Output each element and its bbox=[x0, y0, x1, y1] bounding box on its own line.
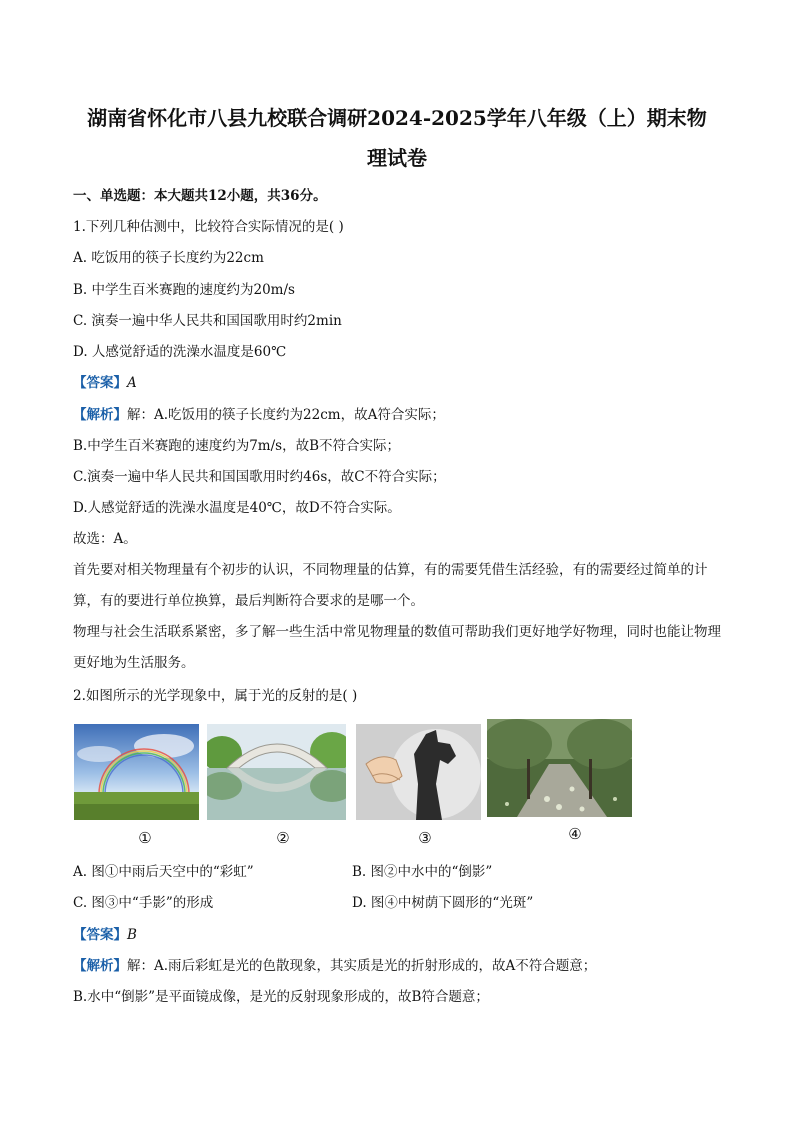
exam-title-line1: 湖南省怀化市八县九校联合调研2024-2025学年八年级（上）期末物 bbox=[87, 106, 707, 130]
answer-value: A bbox=[127, 375, 137, 391]
q2-option-a: A. 图①中雨后天空中的“彩虹” bbox=[73, 864, 254, 880]
answer-value: B bbox=[127, 927, 137, 943]
q2-option-b: B. 图②中水中的“倒影” bbox=[352, 864, 493, 880]
answer-label: 【答案】 bbox=[73, 375, 127, 391]
tree-shade-photo bbox=[487, 719, 632, 817]
q1-option-d: D. 人感觉舒适的洗澡水温度是60℃ bbox=[73, 344, 287, 360]
q1-analysis-line: 故选：A。 bbox=[73, 531, 137, 547]
q2-stem: 2.如图所示的光学现象中，属于光的反射的是( ) bbox=[73, 688, 358, 704]
q2-analysis-line bbox=[73, 956, 596, 976]
q2-option-d: D. 图④中树荫下圆形的“光斑” bbox=[352, 895, 534, 911]
exam-title-line2: 理试卷 bbox=[367, 146, 427, 170]
bridge-reflection-photo bbox=[207, 724, 346, 820]
q1-analysis-line: D.人感觉舒适的洗澡水温度是40℃，故D不符合实际。 bbox=[73, 500, 401, 516]
q1-option-c: C. 演奏一遍中华人民共和国国歌用时约2min bbox=[73, 313, 342, 329]
q1-analysis-line: B.中学生百米赛跑的速度约为7m/s，故B不符合实际； bbox=[73, 438, 400, 454]
figure-label-4: ④ bbox=[568, 825, 582, 843]
analysis-label: 【解析】 bbox=[73, 958, 127, 974]
q2-analysis-line: B.水中“倒影”是平面镜成像，是光的反射现象形成的，故B符合题意； bbox=[73, 989, 489, 1005]
analysis-text: 解：A.吃饭用的筷子长度约为22cm，故A符合实际； bbox=[127, 407, 445, 423]
q1-stem: 1.下列几种估测中，比较符合实际情况的是( ) bbox=[73, 219, 344, 235]
analysis-text: 解：A.雨后彩虹是光的色散现象，其实质是光的折射形成的，故A不符合题意； bbox=[127, 958, 597, 974]
answer-label: 【答案】 bbox=[73, 927, 127, 943]
q1-analysis-line: C.演奏一遍中华人民共和国国歌用时约46s，故C不符合实际； bbox=[73, 469, 446, 485]
q1-explanation-paragraph: 物理与社会生活联系紧密，多了解一些生活中常见物理量的数值可帮助我们更好地学好物理，同时也能让物理更好地为生活服务。 bbox=[73, 624, 721, 671]
section-heading: 一、单选题：本大题共12小题，共36分。 bbox=[73, 188, 327, 204]
q1-explanation-paragraph: 首先要对相关物理量有个初步的认识，不同物理量的估算，有的需要凭借生活经验，有的需要经过简单的计算，有的要进行单位换算，最后判断符合要求的是哪一个。 bbox=[73, 562, 708, 609]
rainbow-photo bbox=[74, 724, 199, 820]
hand-shadow-photo bbox=[356, 724, 481, 820]
q1-option-a: A. 吃饭用的筷子长度约为22cm bbox=[73, 250, 264, 266]
figure-label-1: ① bbox=[138, 829, 152, 847]
q1-option-b: B. 中学生百米赛跑的速度约为20m/s bbox=[73, 282, 295, 298]
q2-option-c: C. 图③中“手影”的形成 bbox=[73, 895, 214, 911]
figure-label-2: ② bbox=[276, 829, 290, 847]
q1-analysis-line bbox=[73, 405, 445, 425]
q2-answer bbox=[73, 925, 137, 945]
q1-answer bbox=[73, 373, 137, 393]
figure-label-3: ③ bbox=[418, 829, 432, 847]
analysis-label: 【解析】 bbox=[73, 407, 127, 423]
